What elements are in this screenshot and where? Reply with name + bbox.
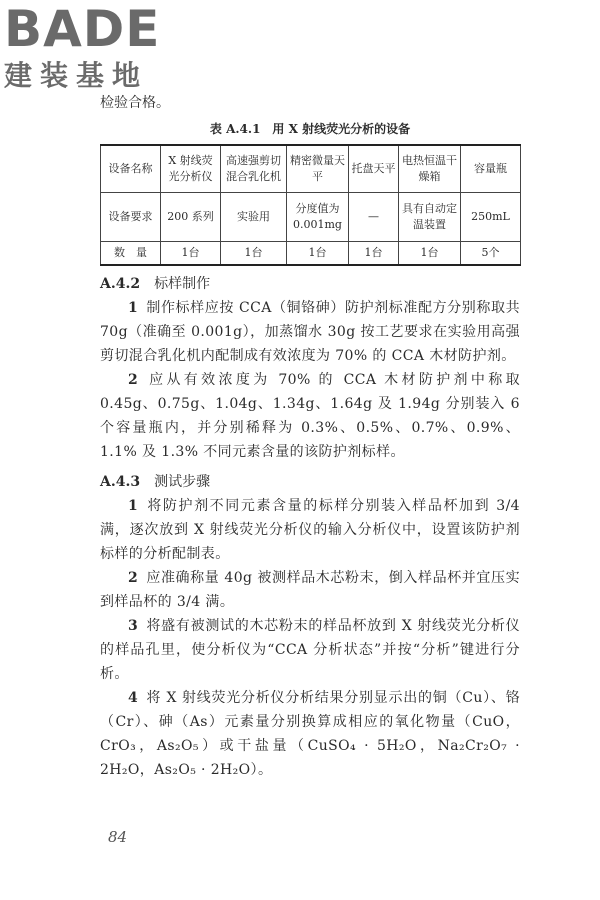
section-number: A.4.2 xyxy=(100,276,141,292)
table-row xyxy=(101,242,521,266)
table-cell: 250mL xyxy=(461,193,521,242)
paragraph-text: 将防护剂不同元素含量的标样分别装入样品杯加到 3/4 满，逐次放到 X 射线荧光分析仪的输入分析仪中，设置该防护剂标样的分析配制表。 xyxy=(100,498,520,562)
table-cell: 200 系列 xyxy=(161,193,221,242)
continued-text: 检验合格。 xyxy=(100,95,170,111)
logo-wordmark: BADE xyxy=(4,0,161,58)
paragraph xyxy=(100,368,520,464)
item-number: 1 xyxy=(128,498,139,514)
table-cell: — xyxy=(349,193,399,242)
table-cell: 精密微量天平 xyxy=(287,145,349,193)
table-cell: 高速强剪切混合乳化机 xyxy=(221,145,287,193)
table-cell: 容量瓶 xyxy=(461,145,521,193)
table-title: 表 A.4.1 用 X 射线荧光分析的设备 xyxy=(209,122,411,136)
item-number: 4 xyxy=(128,690,139,706)
table-cell: X 射线荧光分析仪 xyxy=(161,145,221,193)
table-row xyxy=(101,145,521,193)
section-heading xyxy=(100,470,520,494)
table-cell: 具有自动定温装置 xyxy=(399,193,461,242)
item-number: 1 xyxy=(128,300,139,316)
section-heading xyxy=(100,272,520,296)
table-cell: 数 量 xyxy=(101,242,161,266)
publisher-logo xyxy=(4,2,179,92)
table-cell: 托盘天平 xyxy=(349,145,399,193)
paragraph xyxy=(100,494,520,566)
table-cell: 设备名称 xyxy=(101,145,161,193)
item-number: 2 xyxy=(128,570,139,586)
paragraph xyxy=(100,686,520,782)
item-number: 3 xyxy=(128,618,139,634)
logo-chinese-text: 建装基地 xyxy=(4,59,149,92)
page-body xyxy=(100,92,520,782)
section-number: A.4.3 xyxy=(100,474,141,490)
table-cell: 5个 xyxy=(461,242,521,266)
table-cell: 1台 xyxy=(287,242,349,266)
table-cell: 分度值为 0.001mg xyxy=(287,193,349,242)
table-cell: 1台 xyxy=(221,242,287,266)
paragraph-text: 应从有效浓度为 70% 的 CCA 木材防护剂中称取 0.45g、0.75g、1.04g、1.34g、1.64g 及 1.94g 分别装入 6 个容量瓶内，并分别稀释为 0.3%、0.5%、0.7%、0.9%、1.1% 及 1.3% 不同元素含量的该防护剂标样。 xyxy=(100,372,520,460)
paragraph xyxy=(100,296,520,368)
table-cell: 1台 xyxy=(349,242,399,266)
table-row xyxy=(101,193,521,242)
paragraph-text: 应准确称量 40g 被测样品木芯粉末，倒入样品杯并宜压实到样品杯的 3/4 满。 xyxy=(100,570,520,610)
paragraph xyxy=(100,614,520,686)
paragraph-text: 将盛有被测试的木芯粉末的样品杯放到 X 射线荧光分析仪的样品孔里，使分析仪为“CCA 分析状态”并按“分析”键进行分析。 xyxy=(100,618,520,682)
table-cell: 实验用 xyxy=(221,193,287,242)
section-title: 标样制作 xyxy=(154,276,211,292)
table-cell: 1台 xyxy=(161,242,221,266)
page-number: 84 xyxy=(108,828,128,846)
table-cell: 设备要求 xyxy=(101,193,161,242)
equipment-table xyxy=(100,144,521,266)
paragraph xyxy=(100,566,520,614)
section-title: 测试步骤 xyxy=(154,474,211,490)
paragraph-text: 将 X 射线荧光分析仪分析结果分别显示出的铜（Cu）、铬（Cr）、砷（As）元素量分别换算成相应的氧化物量（CuO，CrO₃，As₂O₅）或干盐量（CuSO₄ · 5H₂O，Na₂Cr₂O₇ · 2H₂O，As₂O₅ · 2H₂O）。 xyxy=(100,690,520,778)
item-number: 2 xyxy=(128,372,139,388)
paragraph-text: 制作标样应按 CCA（铜铬砷）防护剂标准配方分别称取共 70g（准确至 0.001g），加蒸馏水 30g 按工艺要求在实验用高强剪切混合乳化机内配制成有效浓度为 70% 的 CCA 木材防护剂。 xyxy=(100,300,520,364)
table-cell: 1台 xyxy=(399,242,461,266)
table-cell: 电热恒温干燥箱 xyxy=(399,145,461,193)
